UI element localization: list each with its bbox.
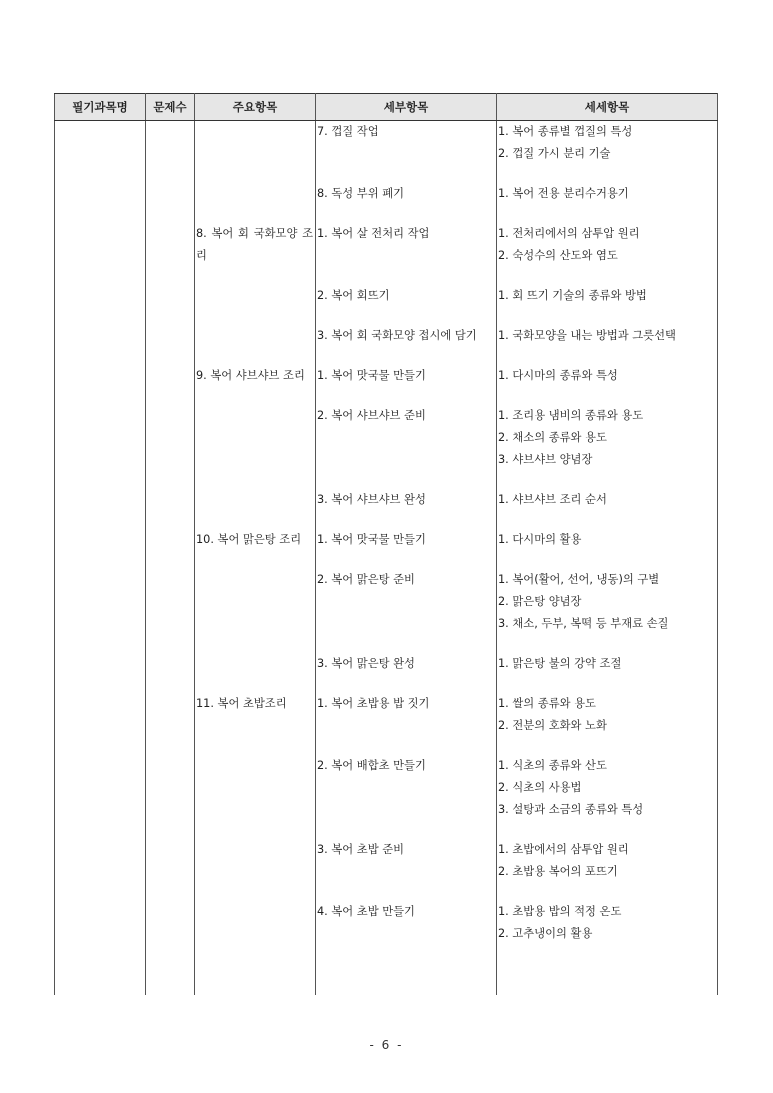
row-spacer <box>498 165 715 183</box>
detail-item: 3. 샤브샤브 양념장 <box>498 453 593 466</box>
detail-item: 2. 맑은탕 양념장 <box>498 595 582 608</box>
detail-item-cell <box>497 653 718 693</box>
sub-item-label: 1. 복어 맛국물 만들기 <box>317 369 426 382</box>
detail-item: 2. 숙성수의 산도와 염도 <box>498 249 618 262</box>
sub-item-cell <box>316 569 497 653</box>
detail-item: 1. 다시마의 종류와 특성 <box>498 369 618 382</box>
sub-item-label: 1. 복어 초밥용 밥 짓기 <box>317 697 430 710</box>
row-spacer <box>498 307 715 325</box>
subject-cell <box>55 121 146 996</box>
detail-item-cell <box>497 325 718 365</box>
table-header-row <box>55 94 718 121</box>
row-spacer <box>498 205 715 223</box>
detail-item: 1. 국화모양을 내는 방법과 그릇선택 <box>498 329 676 342</box>
sub-item-cell <box>316 963 497 995</box>
main-item-cell <box>195 223 316 365</box>
detail-item: 3. 채소, 두부, 복떡 등 부재료 손질 <box>498 617 669 630</box>
main-item-label: 9. 복어 샤브샤브 조리 <box>196 369 305 382</box>
detail-item-cell <box>497 489 718 529</box>
detail-item-cell <box>497 405 718 489</box>
detail-item-cell <box>497 839 718 901</box>
detail-item-cell <box>497 693 718 755</box>
detail-item: 1. 회 뜨기 기술의 종류와 방법 <box>498 289 647 302</box>
row-spacer <box>498 511 715 529</box>
detail-item-cell <box>497 285 718 325</box>
detail-item: 1. 복어 종류별 껍질의 특성 <box>498 125 633 138</box>
detail-item: 1. 맑은탕 불의 강약 조절 <box>498 657 622 670</box>
sub-item-cell <box>316 121 497 184</box>
detail-item-cell <box>497 963 718 995</box>
main-item-cell <box>195 693 316 995</box>
sub-item-cell <box>316 489 497 529</box>
detail-item-cell <box>497 755 718 839</box>
main-item-cell <box>195 365 316 529</box>
sub-item-label: 3. 복어 샤브샤브 완성 <box>317 493 426 506</box>
header-question-count: 문제수 <box>146 94 195 121</box>
detail-item: 1. 조리용 냄비의 종류와 용도 <box>498 409 644 422</box>
detail-item: 2. 껍질 가시 분리 기술 <box>498 147 611 160</box>
detail-item: 1. 다시마의 활용 <box>498 533 582 546</box>
sub-item-cell <box>316 755 497 839</box>
row-spacer <box>498 675 715 693</box>
detail-item: 1. 초밥용 밥의 적정 온도 <box>498 905 622 918</box>
detail-item: 1. 식초의 종류와 산도 <box>498 759 607 772</box>
sub-item-label: 2. 복어 샤브샤브 준비 <box>317 409 426 422</box>
sub-item-cell <box>316 653 497 693</box>
sub-item-label: 4. 복어 초밥 만들기 <box>317 905 415 918</box>
sub-item-cell <box>316 693 497 755</box>
row-spacer <box>498 551 715 569</box>
detail-item: 1. 초밥에서의 삼투압 원리 <box>498 843 629 856</box>
main-item-cell <box>195 529 316 693</box>
row-spacer <box>498 471 715 489</box>
detail-item-cell <box>497 365 718 405</box>
main-item-label: 8. 복어 회 국화모양 조리 <box>196 227 313 262</box>
sub-item-cell <box>316 839 497 901</box>
detail-item: 2. 채소의 종류와 용도 <box>498 431 607 444</box>
detail-item-cell <box>497 901 718 963</box>
header-detail-item: 세세항목 <box>497 94 718 121</box>
detail-item-cell <box>497 529 718 569</box>
sub-item-cell <box>316 901 497 963</box>
sub-item-cell <box>316 325 497 365</box>
sub-item-label: 2. 복어 맑은탕 준비 <box>317 573 415 586</box>
row-spacer <box>498 387 715 405</box>
detail-item-cell <box>497 121 718 184</box>
header-main-item: 주요항목 <box>195 94 316 121</box>
detail-item: 3. 설탕과 소금의 종류와 특성 <box>498 803 644 816</box>
sub-item-label: 8. 독성 부위 폐기 <box>317 187 405 200</box>
sub-item-cell <box>316 285 497 325</box>
sub-item-label: 7. 껍질 작업 <box>317 125 379 138</box>
table-body <box>55 121 718 996</box>
row-spacer <box>498 883 715 901</box>
detail-item: 2. 초밥용 복어의 포뜨기 <box>498 865 618 878</box>
page-number: - 6 - <box>369 1038 404 1052</box>
detail-item-cell <box>497 569 718 653</box>
sub-item-cell <box>316 365 497 405</box>
header-subject: 필기과목명 <box>55 94 146 121</box>
sub-item-cell <box>316 223 497 285</box>
row-spacer <box>498 635 715 653</box>
detail-item: 1. 전처리에서의 삼투압 원리 <box>498 227 640 240</box>
detail-item: 2. 전분의 호화와 노화 <box>498 719 607 732</box>
sub-item-label: 1. 복어 맛국물 만들기 <box>317 533 426 546</box>
table-row <box>55 121 718 184</box>
syllabus-table <box>54 93 718 995</box>
detail-item: 1. 샤브샤브 조리 순서 <box>498 493 607 506</box>
sub-item-cell <box>316 529 497 569</box>
detail-item-cell <box>497 223 718 285</box>
sub-item-label: 2. 복어 회뜨기 <box>317 289 390 302</box>
header-sub-item: 세부항목 <box>316 94 497 121</box>
row-spacer <box>498 347 715 365</box>
detail-item: 2. 식초의 사용법 <box>498 781 582 794</box>
main-item-cell <box>195 121 316 224</box>
sub-item-cell <box>316 183 497 223</box>
main-item-label: 10. 복어 맑은탕 조리 <box>196 533 302 546</box>
row-spacer <box>498 821 715 839</box>
row-spacer <box>498 267 715 285</box>
detail-item: 1. 복어(활어, 선어, 냉동)의 구별 <box>498 573 660 586</box>
row-spacer <box>498 737 715 755</box>
sub-item-cell <box>316 405 497 489</box>
sub-item-label: 1. 복어 살 전처리 작업 <box>317 227 430 240</box>
detail-item: 1. 복어 전용 분리수거용기 <box>498 187 629 200</box>
sub-item-label: 3. 복어 회 국화모양 접시에 담기 <box>317 329 477 342</box>
sub-item-label: 3. 복어 맑은탕 완성 <box>317 657 415 670</box>
question-count-cell <box>146 121 195 996</box>
detail-item: 2. 고추냉이의 활용 <box>498 927 593 940</box>
detail-item: 1. 쌀의 종류와 용도 <box>498 697 596 710</box>
sub-item-label: 2. 복어 배합초 만들기 <box>317 759 426 772</box>
row-spacer <box>498 945 715 963</box>
sub-item-label: 3. 복어 초밥 준비 <box>317 843 405 856</box>
main-item-label: 11. 복어 초밥조리 <box>196 697 287 710</box>
detail-item-cell <box>497 183 718 223</box>
